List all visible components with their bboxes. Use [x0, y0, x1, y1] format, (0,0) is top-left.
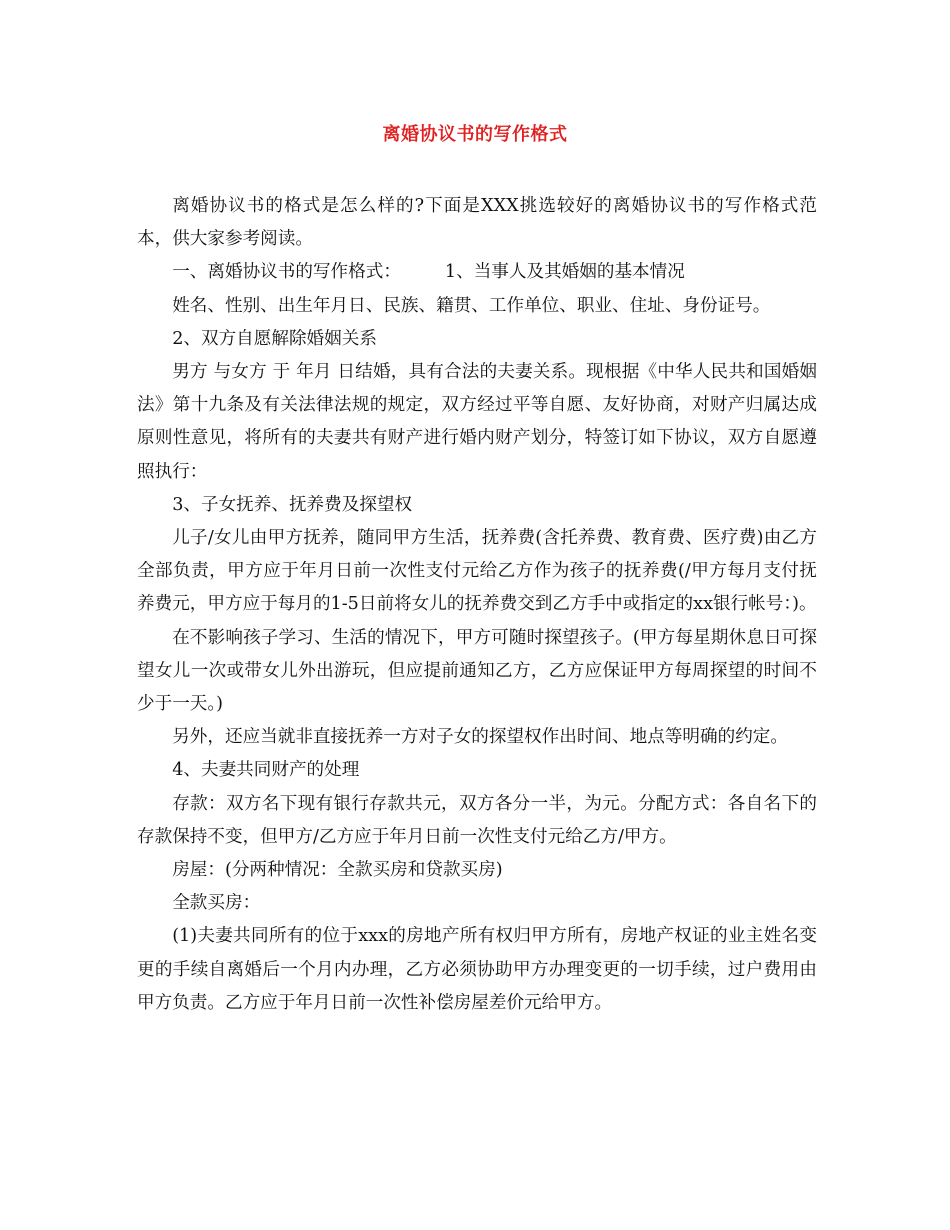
intro-paragraph: 离婚协议书的格式是怎么样的?下面是XXX挑选较好的离婚协议书的写作格式范本，供大家参考阅读。 [137, 196, 817, 250]
item-4-house-text: 房屋：(分两种情况：全款买房和贷款买房) [172, 860, 503, 881]
section-1-line [137, 256, 817, 289]
item-4-heading: 4、夫妻共同财产的处理 [172, 760, 360, 781]
item-3-heading: 3、子女抚养、抚养费及探望权 [172, 494, 413, 515]
section-1-heading: 一、离婚协议书的写作格式： [172, 262, 401, 283]
item-3-additional-text: 另外，还应当就非直接抚养一方对子女的探望权作出时间、地点等明确的约定。 [172, 727, 788, 748]
item-2-text: 男方 与女方 于 年月 日结婚，具有合法的夫妻关系。现根据《中华人民共和国婚姻法》第十九条及有关法律法规的规定，双方经过平等自愿、友好协商，对财产归属达成原则性意见，将所有的夫妻共有财产进行婚内财产划分，特签订如下协议，双方自愿遵照执行： [137, 362, 817, 482]
item-4-fullpay-heading: 全款买房： [172, 893, 261, 914]
item-3-custody-text: 儿子/女儿由甲方抚养，随同甲方生活，抚养费(含托养费、教育费、医疗费)由乙方全部负责，甲方应于年月日前一次性支付元给乙方作为孩子的抚养费(/甲方每月支付抚养费元，甲方应于每月的1-5日前将女儿的抚养费交到乙方手中或指定的xx银行帐号：)。 [137, 528, 817, 615]
item-2-heading: 2、双方自愿解除婚姻关系 [172, 328, 377, 349]
document-title: 离婚协议书的写作格式 [382, 124, 568, 145]
item-4-savings-text: 存款：双方名下现有银行存款共元，双方各分一半，为元。分配方式：各自名下的存款保持不变，但甲方/乙方应于年月日前一次性支付元给乙方/甲方。 [137, 793, 817, 847]
item-4-fullpay-clause-1: (1)夫妻共同所有的位于xxx的房地产所有权归甲方所有，房地产权证的业主姓名变更的手续自离婚后一个月内办理，乙方必须协助甲方办理变更的一切手续，过户费用由甲方负责。乙方应于年月日前一次性补偿房屋差价元给甲方。 [137, 926, 817, 1013]
item-3-visitation-text: 在不影响孩子学习、生活的情况下，甲方可随时探望孩子。(甲方每星期休息日可探望女儿一次或带女儿外出游玩，但应提前通知乙方，乙方应保证甲方每周探望的时间不少于一天。) [137, 627, 817, 715]
item-1-text: 姓名、性别、出生年月日、民族、籍贯、工作单位、职业、住址、身份证号。 [172, 295, 771, 316]
item-1-heading: 1、当事人及其婚姻的基本情况 [444, 262, 685, 283]
document-body [137, 190, 817, 1020]
